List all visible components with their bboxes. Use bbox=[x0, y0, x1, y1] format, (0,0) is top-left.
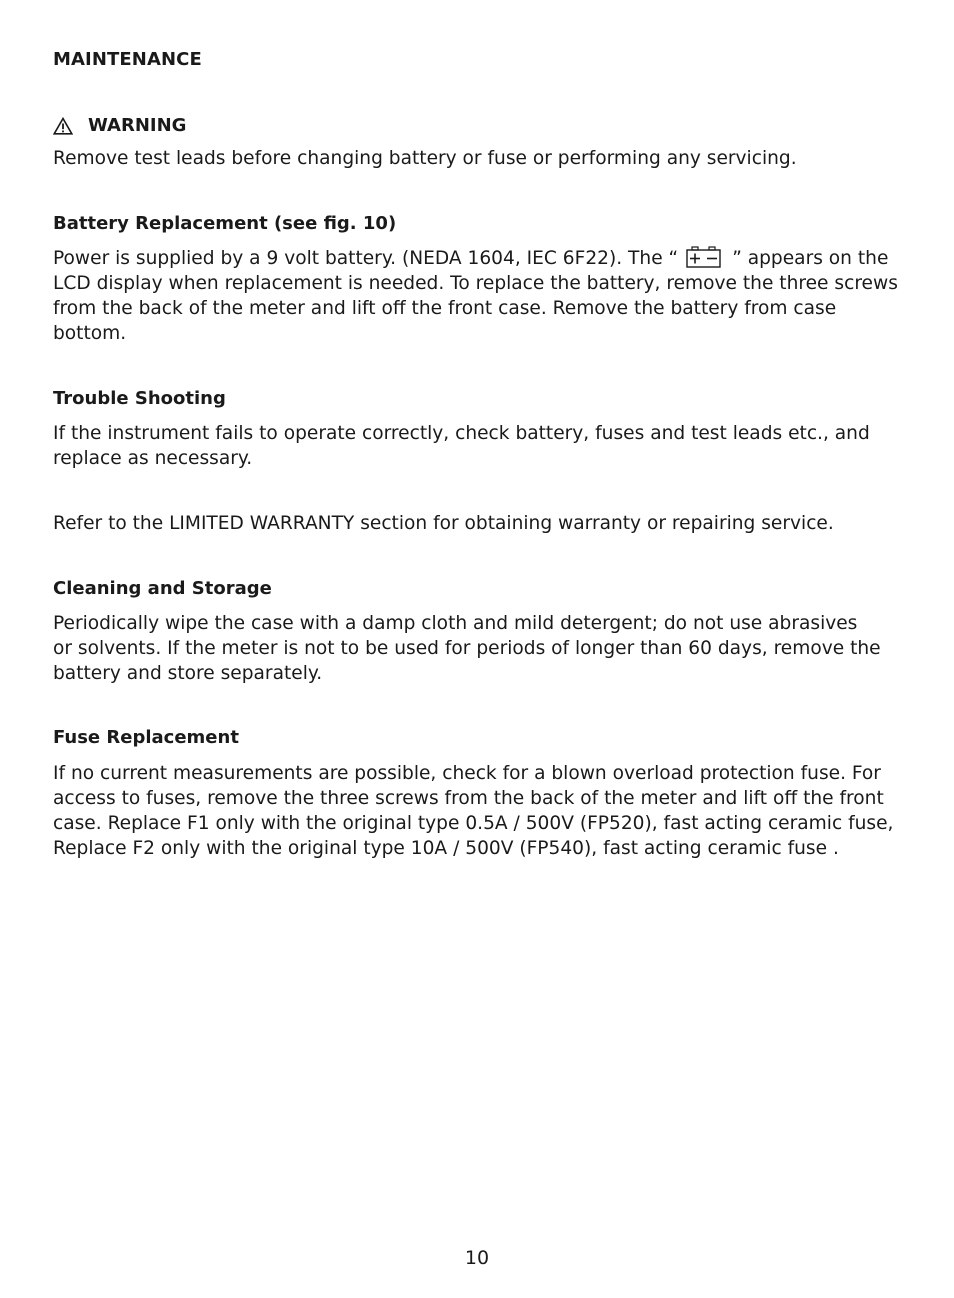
battery-line-3: from the back of the meter and lift off the front case. Remove the battery from case bbox=[53, 298, 837, 319]
page-title: MAINTENANCE bbox=[53, 49, 202, 70]
cleaning-line-1: Periodically wipe the case with a damp cloth and mild detergent; do not use abrasives bbox=[53, 613, 858, 634]
battery-icon bbox=[686, 246, 722, 268]
trouble-heading: Trouble Shooting bbox=[53, 388, 226, 409]
warning-triangle-icon bbox=[53, 117, 73, 135]
battery-paragraph bbox=[53, 246, 898, 346]
fuse-paragraph bbox=[53, 761, 893, 861]
cleaning-paragraph bbox=[53, 611, 881, 686]
battery-line-1a: Power is supplied by a 9 volt battery. (NEDA 1604, IEC 6F22). The “ bbox=[53, 248, 679, 269]
battery-line-2: LCD display when replacement is needed. To replace the battery, remove the three screws bbox=[53, 273, 898, 294]
warning-heading bbox=[53, 115, 186, 136]
cleaning-line-2: or solvents. If the meter is not to be used for periods of longer than 60 days, remove the bbox=[53, 638, 881, 659]
trouble-line-1: If the instrument fails to operate correctly, check battery, fuses and test leads etc., and bbox=[53, 423, 870, 444]
cleaning-heading: Cleaning and Storage bbox=[53, 578, 272, 599]
fuse-line-4: Replace F2 only with the original type 10A / 500V (FP540), fast acting ceramic fuse . bbox=[53, 838, 839, 859]
trouble-line-2: replace as necessary. bbox=[53, 448, 253, 469]
warranty-line: Refer to the LIMITED WARRANTY section for obtaining warranty or repairing service. bbox=[53, 513, 834, 534]
battery-line-4: bottom. bbox=[53, 323, 127, 344]
fuse-line-3: case. Replace F1 only with the original type 0.5A / 500V (FP520), fast acting ceramic fuse, bbox=[53, 813, 894, 834]
warning-text: Remove test leads before changing battery or fuse or performing any servicing. bbox=[53, 148, 797, 169]
battery-heading: Battery Replacement (see fig. 10) bbox=[53, 213, 397, 234]
battery-line-1 bbox=[53, 246, 898, 271]
warning-heading-label: WARNING bbox=[88, 115, 187, 136]
fuse-line-1: If no current measurements are possible, check for a blown overload protection fuse. For bbox=[53, 763, 881, 784]
fuse-line-2: access to fuses, remove the three screws from the back of the meter and lift off the front bbox=[53, 788, 884, 809]
trouble-paragraph bbox=[53, 421, 870, 471]
cleaning-line-3: battery and store separately. bbox=[53, 663, 323, 684]
fuse-heading: Fuse Replacement bbox=[53, 727, 239, 748]
page-number: 10 bbox=[464, 1247, 490, 1269]
battery-line-1b: ” appears on the bbox=[732, 248, 889, 269]
